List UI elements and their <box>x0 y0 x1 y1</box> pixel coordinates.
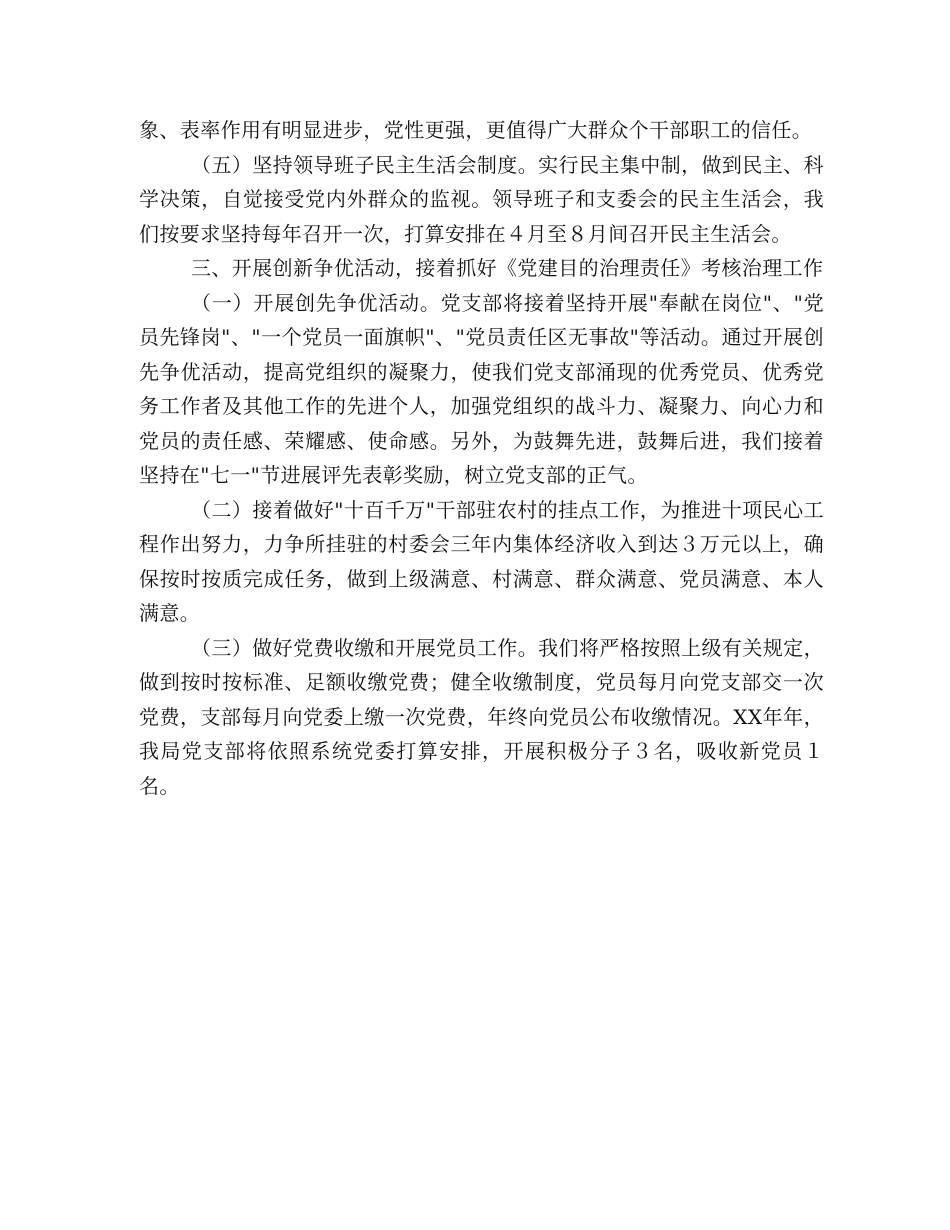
paragraph-party-dues: （三）做好党费收缴和开展党员工作。我们将严格按照上级有关规定，做到按时按标准、足额收缴党费；健全收缴制度，党员每月向党支部交一次党费，支部每月向党委上缴一次党费，年终向党员公布收缴情况。XX年年，我局党支部将依照系统党委打算安排，开展积极分子３名，吸收新党员１名。 <box>139 635 824 798</box>
document-body <box>139 113 824 803</box>
paragraph-continuation: 象、表率作用有明显进步，党性更强，更值得广大群众个干部职工的信任。 <box>139 118 813 142</box>
paragraph-village-station-work: （二）接着做好"十百千万"干部驻农村的挂点工作，为推进十项民心工程作出努力，力争所挂驻的村委会三年内集体经济收入到达３万元以上，确保按时按质完成任务，做到上级满意、村满意、群众满意、党员满意、本人满意。 <box>139 497 824 625</box>
section-heading-three: 三、开展创新争优活动，接着抓好《党建目的治理责任》考核治理工作 <box>191 256 824 280</box>
paragraph-excellence-activities: （一）开展创先争优活动。党支部将接着坚持开展"奉献在岗位"、"党员先锋岗"、"一个党员一面旗帜"、"党员责任区无事故"等活动。通过开展创先争优活动，提高党组织的凝聚力，使我们党支部涌现的优秀党员、优秀党务工作者及其他工作的先进个人，加强党组织的战斗力、凝聚力、向心力和党员的责任感、荣耀感、使命感。另外，为鼓舞先进，鼓舞后进，我们接着坚持在"七一"节进展评先表彰奖励，树立党支部的正气。 <box>139 290 824 487</box>
paragraph-democratic-life-meeting: （五）坚持领导班子民主生活会制度。实行民主集中制，做到民主、科学决策，自觉接受党内外群众的监视。领导班子和支委会的民主生活会，我们按要求坚持每年召开一次，打算安排在４月至８月间召开民主生活会。 <box>139 152 824 246</box>
